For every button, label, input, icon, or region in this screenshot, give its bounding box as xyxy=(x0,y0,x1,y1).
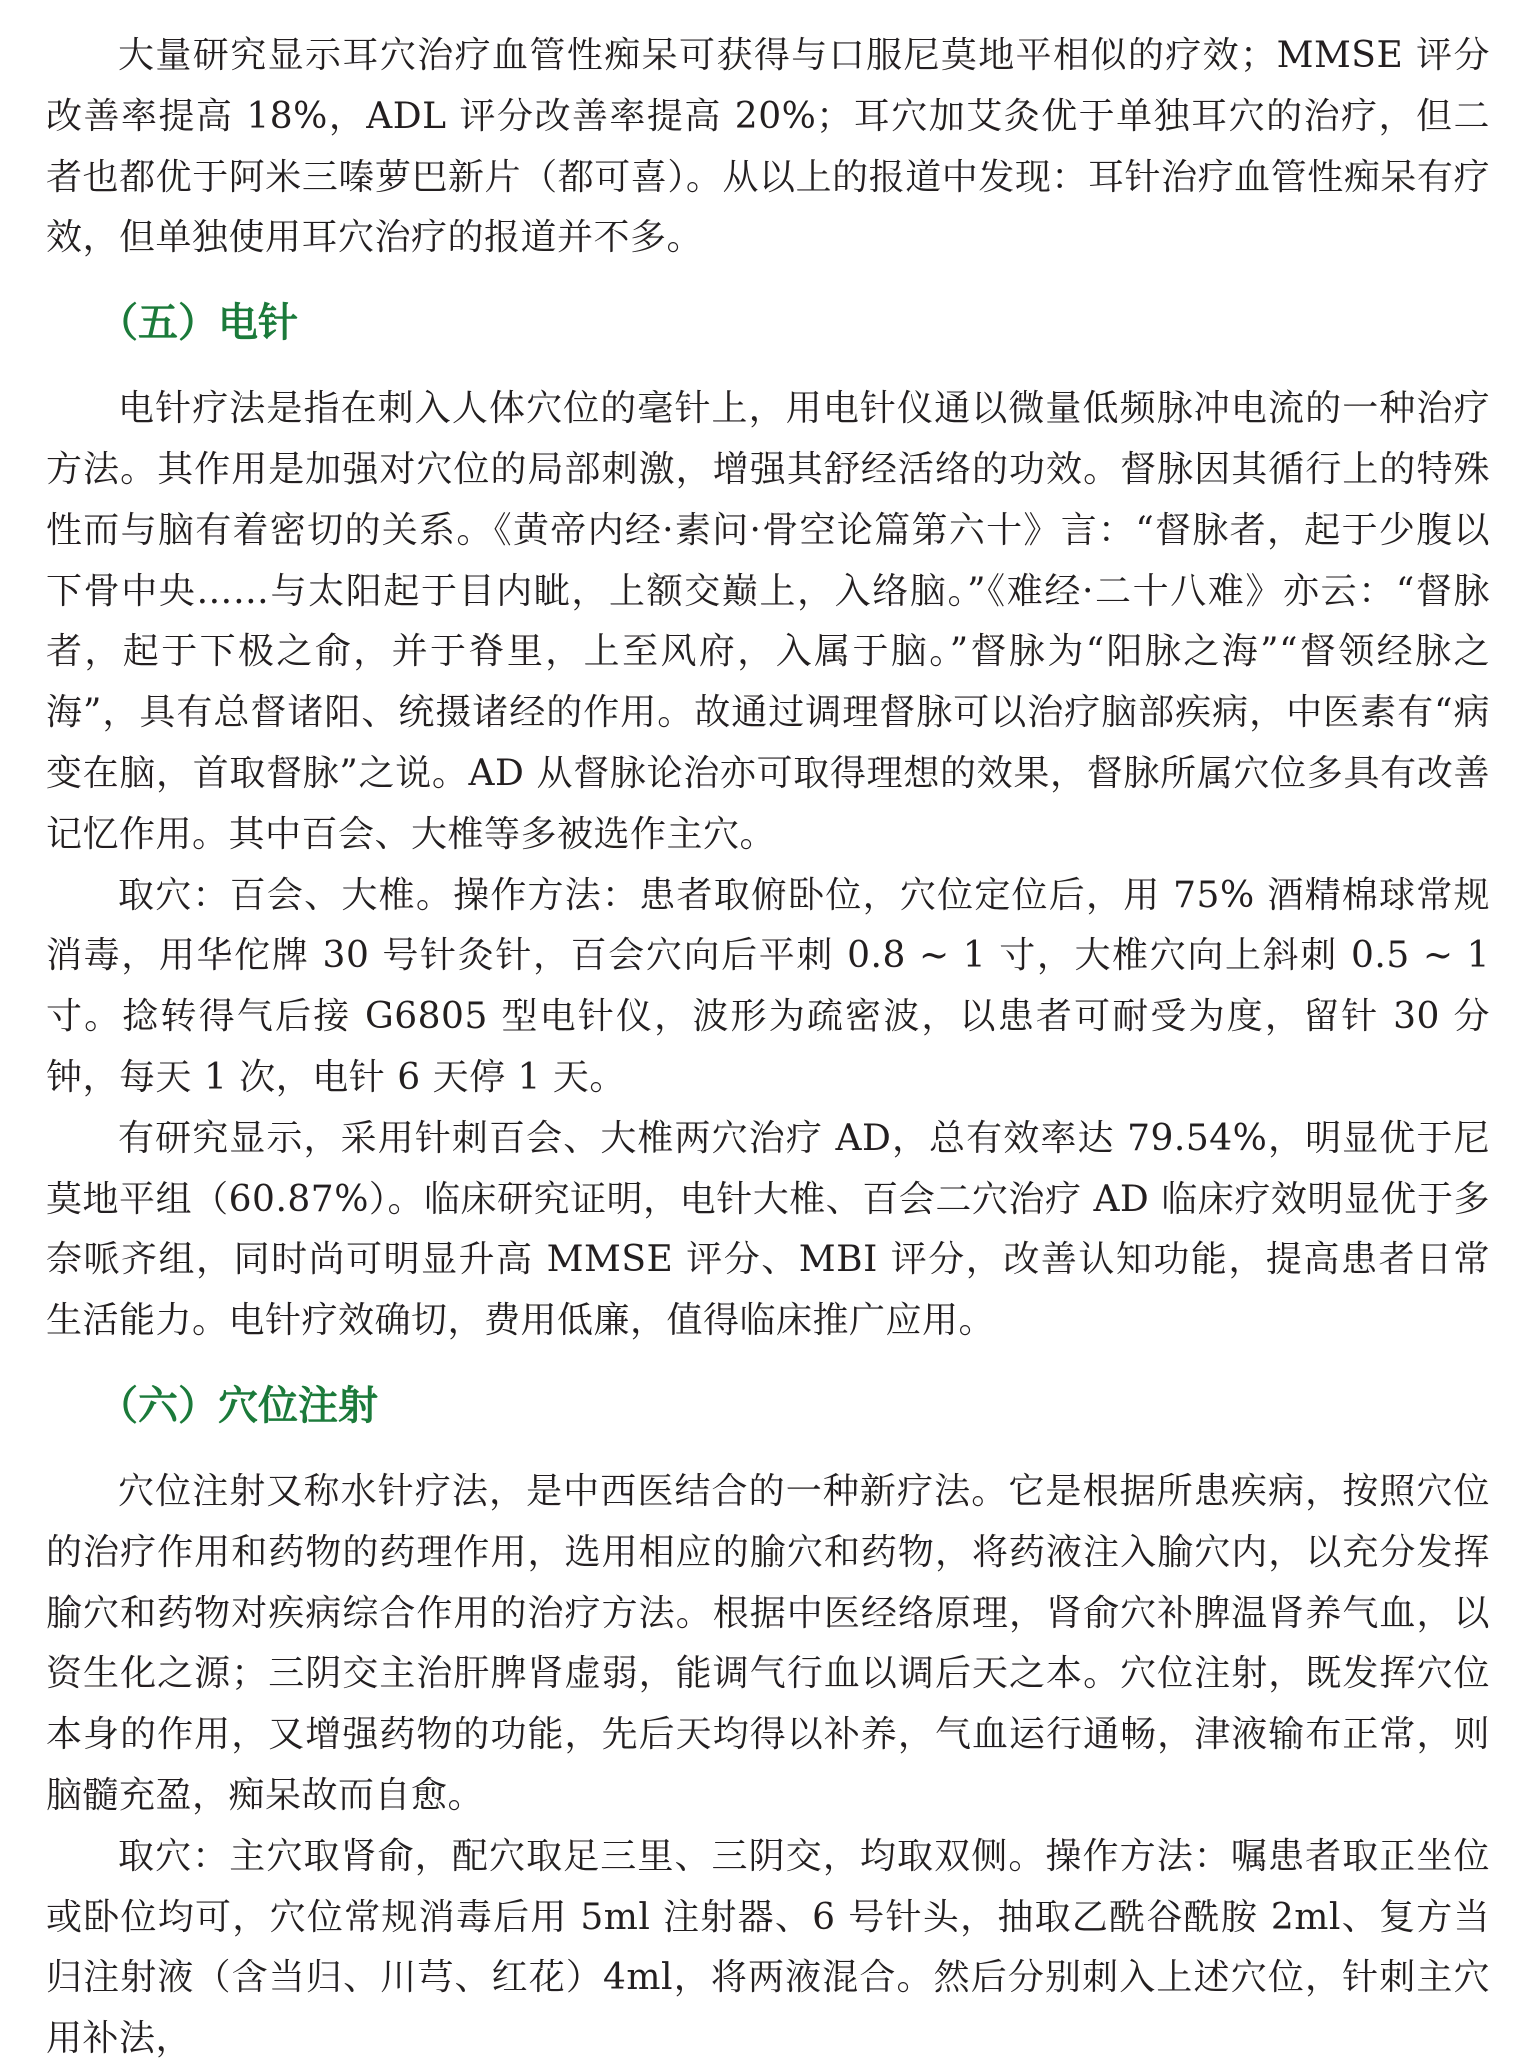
intro-paragraph: 大量研究显示耳穴治疗血管性痴呆可获得与口服尼莫地平相似的疗效；MMSE 评分改善率提高 18%，ADL 评分改善率提高 20%；耳穴加艾灸优于单独耳穴的治疗，但二者也都优于阿米三嗪萝巴新片（都可喜）。从以上的报道中发现：耳针治疗血管性痴呆有疗效，但单独使用耳穴治疗的报道并不多。 xyxy=(46,35,1490,259)
section-heading-acupoint-injection: （六）穴位注射 xyxy=(98,1382,378,1429)
electroacupuncture-paragraph-3: 有研究显示，采用针刺百会、大椎两穴治疗 AD，总有效率达 79.54%，明显优于尼莫地平组（60.87%）。临床研究证明，电针大椎、百会二穴治疗 AD 临床疗效明显优于多奈哌齐组，同时尚可明显升高 MMSE 评分、MBI 评分，改善认知功能，提高患者日常生活能力。电针疗效确切，费用低廉，值得临床推广应用。 xyxy=(46,1117,1490,1342)
acupoint-injection-paragraph-1: 穴位注射又称水针疗法，是中西医结合的一种新疗法。它是根据所患疾病，按照穴位的治疗作用和药物的药理作用，选用相应的腧穴和药物，将药液注入腧穴内，以充分发挥腧穴和药物对疾病综合作用的治疗方法。根据中医经络原理，肾俞穴补脾温肾养气血，以资生化之源；三阴交主治肝脾肾虚弱，能调气行血以调后天之本。穴位注射，既发挥穴位本身的作用，又增强药物的功能，先后天均得以补养，气血运行通畅，津液输布正常，则脑髓充盈，痴呆故而自愈。 xyxy=(46,1470,1490,1816)
electroacupuncture-paragraph-1: 电针疗法是指在刺入人体穴位的毫针上，用电针仪通以微量低频脉冲电流的一种治疗方法。其作用是加强对穴位的局部刺激，增强其舒经活络的功效。督脉因其循行上的特殊性而与脑有着密切的关系。《黄帝内经·素问·骨空论篇第六十》言：“督脉者，起于少腹以下骨中央……与太阳起于目内眦，上额交巅上，入络脑。”《难经·二十八难》亦云：“督脉者，起于下极之俞，并于脊里，上至风府，入属于脑。”督脉为“阳脉之海”“督领经脉之海”，具有总督诸阳、统摄诸经的作用。故通过调理督脉可以治疗脑部疾病，中医素有“病变在脑，首取督脉”之说。AD 从督脉论治亦可取得理想的效果，督脉所属穴位多具有改善记忆作用。其中百会、大椎等多被选作主穴。 xyxy=(46,388,1490,855)
acupoint-injection-paragraph-2: 取穴：主穴取肾俞，配穴取足三里、三阴交，均取双侧。操作方法：嘱患者取正坐位或卧位均可，穴位常规消毒后用 5ml 注射器、6 号针头，抽取乙酰谷酰胺 2ml、复方当归注射液（含当归、川芎、红花）4ml，将两液混合。然后分别刺入上述穴位，针刺主穴用补法， xyxy=(46,1835,1490,2060)
electroacupuncture-paragraph-2: 取穴：百会、大椎。操作方法：患者取俯卧位，穴位定位后，用 75% 酒精棉球常规消毒，用华佗牌 30 号针灸针，百会穴向后平刺 0.8 ~ 1 寸，大椎穴向上斜刺 0.5 ~ 1 寸。捻转得气后接 G6805 型电针仪，波形为疏密波，以患者可耐受为度，留针 30 分钟，每天 1 次，电针 6 天停 1 天。 xyxy=(46,874,1490,1098)
section-heading-electroacupuncture: （五）电针 xyxy=(98,300,298,347)
document-page xyxy=(46,26,1490,2070)
